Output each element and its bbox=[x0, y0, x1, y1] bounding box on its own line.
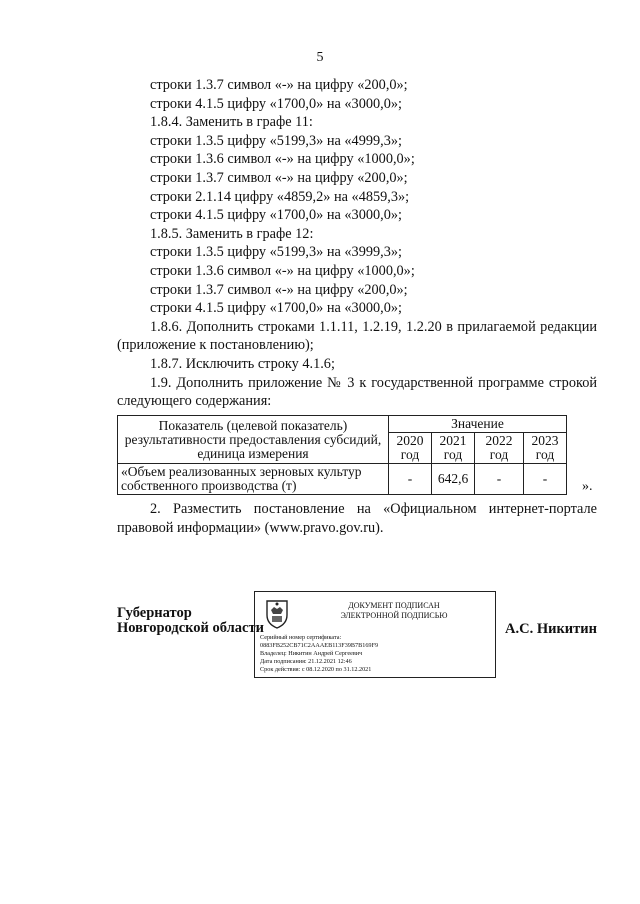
table-header-indicator: Показатель (целевой показатель) результативности предоставления субсидий, единица измерения bbox=[118, 416, 389, 464]
paragraph: 2. Разместить постановление на «Официальном интернет-портале правовой информации» (www.pravo.gov.ru). bbox=[117, 501, 597, 536]
electronic-signature-stamp bbox=[254, 591, 496, 678]
text-line: 1.8.7. Исключить строку 4.1.6; bbox=[150, 355, 335, 372]
signer-position: Губернатор Новгородской области bbox=[117, 605, 264, 636]
indicator-table bbox=[117, 415, 567, 495]
table-cell-indicator: «Объем реализованных зерновых культур собственного производства (т) bbox=[118, 464, 389, 495]
table-cell: 642,6 bbox=[432, 464, 475, 495]
table-year-header: 2022 год bbox=[475, 433, 524, 464]
document-body bbox=[117, 76, 597, 411]
text-line: строки 1.3.5 цифру «5199,3» на «3999,3»; bbox=[150, 244, 402, 261]
text-line: строки 1.3.7 символ «-» на цифру «200,0»; bbox=[150, 281, 408, 298]
signer-name: А.С. Никитин bbox=[505, 621, 597, 637]
coat-of-arms-icon bbox=[261, 598, 293, 630]
text-line: строки 4.1.5 цифру «1700,0» на «3000,0»; bbox=[150, 300, 402, 317]
text-line: строки 1.3.7 символ «-» на цифру «200,0»; bbox=[150, 77, 408, 93]
page-number: 5 bbox=[316, 50, 324, 65]
table-cell: - bbox=[389, 464, 432, 495]
paragraph: 1.9. Дополнить приложение № 3 к государственной программе строкой следующего содержания: bbox=[117, 374, 597, 410]
table-year-header: 2020 год bbox=[389, 433, 432, 464]
text-line: строки 1.3.7 символ «-» на цифру «200,0»; bbox=[150, 169, 408, 186]
table-header-value: Значение bbox=[389, 416, 567, 433]
stamp-certificate-info: Серийный номер сертификата: 0883FB252CB71C2AAAEB113F39B7B169F9 Владелец: Никитин Андрей Сергеевич Дата подписания: 21.12.2021 12:46 Срок действия: с 08.12.2020 по 31.12.2021 bbox=[260, 634, 379, 673]
text-line: строки 1.3.6 символ «-» на цифру «1000,0»; bbox=[150, 151, 415, 168]
document-body-2 bbox=[117, 500, 597, 537]
table-cell: - bbox=[524, 464, 567, 495]
table-cell: - bbox=[475, 464, 524, 495]
text-line: строки 2.1.14 цифру «4859,2» на «4859,3»; bbox=[150, 188, 410, 205]
section-heading: 1.8.4. Заменить в графе 11: bbox=[150, 114, 313, 131]
row-closing-quote: ». bbox=[582, 479, 593, 494]
text-line: строки 1.3.6 символ «-» на цифру «1000,0»; bbox=[150, 262, 415, 279]
text-line: строки 1.3.5 цифру «5199,3» на «4999,3»; bbox=[150, 132, 402, 149]
table-year-header: 2023 год bbox=[524, 433, 567, 464]
paragraph: 1.8.6. Дополнить строками 1.1.11, 1.2.19, 1.2.20 в прилагаемой редакции (приложение к постановлению); bbox=[117, 318, 597, 354]
text-line: строки 4.1.5 цифру «1700,0» на «3000,0»; bbox=[150, 95, 402, 112]
table-row bbox=[118, 464, 567, 495]
section-heading: 1.8.5. Заменить в графе 12: bbox=[150, 225, 314, 242]
stamp-title: ДОКУМЕНТ ПОДПИСАН ЭЛЕКТРОННОЙ ПОДПИСЬЮ bbox=[340, 601, 448, 620]
table-year-header: 2021 год bbox=[432, 433, 475, 464]
text-line: строки 4.1.5 цифру «1700,0» на «3000,0»; bbox=[150, 207, 402, 224]
